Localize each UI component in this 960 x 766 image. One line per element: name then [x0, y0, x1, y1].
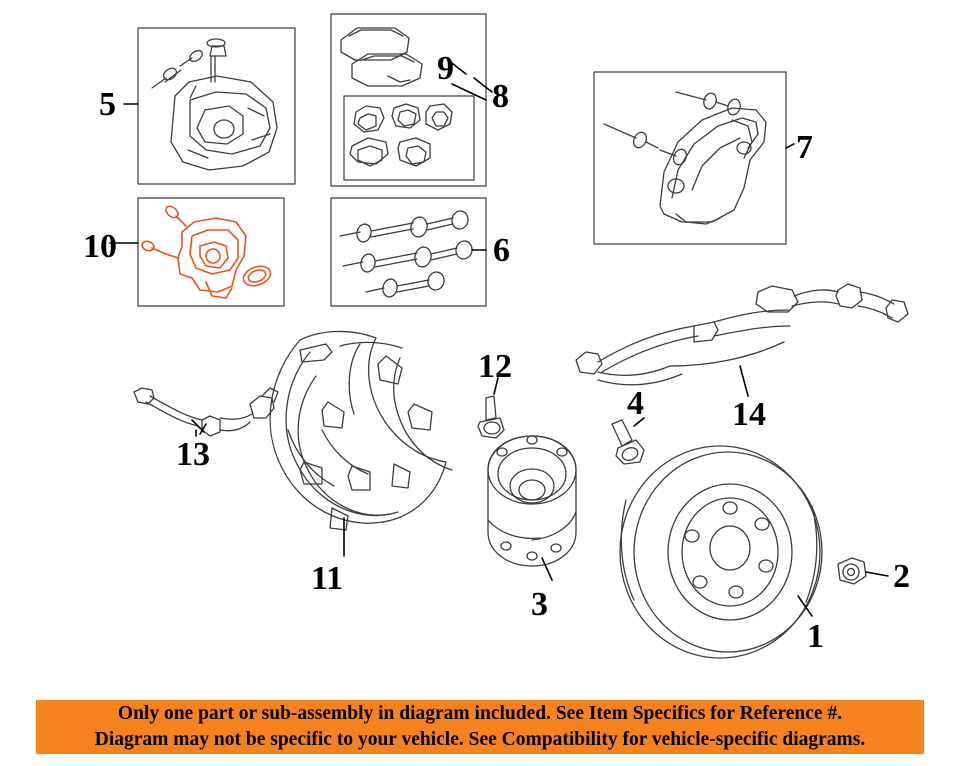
callout-13: 13 — [176, 436, 210, 473]
callout-1: 1 — [807, 618, 824, 655]
callout-14: 14 — [732, 396, 766, 433]
part-wheel-hub-group — [488, 436, 576, 566]
part-rotor-screw-group — [838, 558, 866, 584]
callout-7: 7 — [796, 129, 813, 166]
part-brake-hose-group — [134, 388, 278, 436]
callout-5: 5 — [99, 86, 116, 123]
part-shield-bolt-group — [478, 396, 504, 438]
part-abs-sensor-group — [576, 284, 908, 385]
callout-2: 2 — [893, 558, 910, 595]
callout-11: 11 — [311, 560, 344, 597]
disclaimer-banner — [36, 700, 924, 754]
callout-12: 12 — [478, 348, 512, 385]
disclaimer-line-2: Diagram may not be specific to your vehicle. See Compatibility for vehicle-specific diagrams. — [94, 729, 866, 750]
callout-9: 9 — [437, 50, 454, 87]
callout-4: 4 — [627, 385, 644, 422]
disclaimer-line-1: Only one part or sub-assembly in diagram included. See Item Specifics for Reference #. — [117, 703, 843, 724]
part-brake-rotor-group — [620, 446, 822, 658]
part-hub-bolt-group — [612, 420, 644, 464]
callout-6: 6 — [493, 232, 510, 269]
callout-10: 10 — [83, 228, 117, 265]
callout-8: 8 — [492, 78, 509, 115]
part-dust-shield-group — [270, 331, 452, 530]
callout-3: 3 — [531, 586, 548, 623]
